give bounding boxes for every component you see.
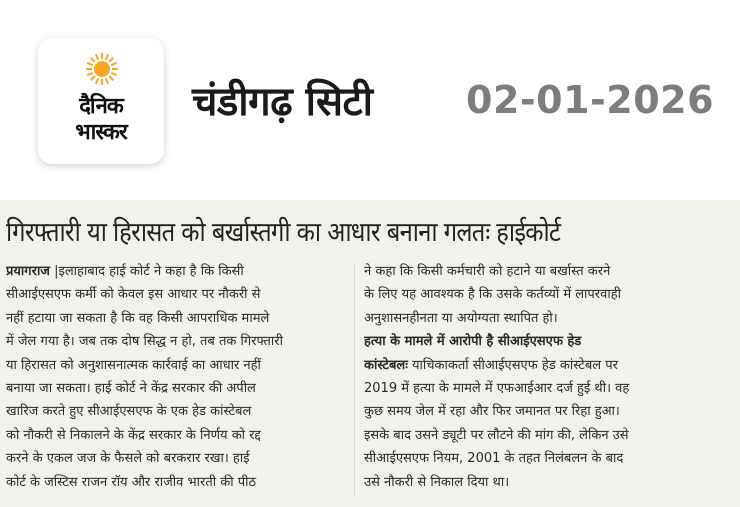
sun-ray: [109, 76, 113, 80]
article-line: [6, 260, 348, 283]
column-divider: [354, 264, 355, 496]
article-line: नहीं हटाया जा सकता है कि वह किसी आपराधिक मामले: [6, 310, 270, 326]
article-line: उसे नौकरी से निकाल दिया था।: [364, 474, 510, 490]
article-line: अनुशासनहीनता या अयोग्यता स्थापित हो।: [364, 310, 558, 326]
article-line: खारिज करते हुए सीआईएसएफ के एक हेड कांस्टेबल: [6, 404, 252, 420]
article-line: इसके बाद उसने ड्यूटी पर लौटने की मांग की, लेकिन उसे: [364, 427, 629, 443]
sun-ray: [109, 58, 113, 62]
article-line-text: याचिकाकर्ता सीआईएसएफ हेड कांस्टेबल पर: [407, 357, 618, 373]
article-line: के लिए यह आवश्यक है कि उसके कर्तव्यों में लापरवाही: [364, 287, 621, 303]
sun-icon: [85, 52, 119, 86]
article-line: ने कहा कि किसी कर्मचारी को हटाने या बर्खास्त करने: [364, 264, 611, 279]
article-line: सीआईएसएफ नियम, 2001 के तहत निलंबलन के बाद: [364, 451, 624, 467]
page-header: [0, 0, 740, 180]
article-line: कोर्ट के जस्टिस राजन रॉय और राजीव भारती की पीठ: [6, 474, 257, 490]
article-column-left: [6, 260, 348, 494]
article-line: में जेल गया है। जब तक दोष सिद्ध न हो, तब तक गिरफ्तारी: [6, 334, 283, 350]
article-dateline: प्रयागराज: [6, 264, 50, 279]
edition-date: 02-01-2026: [466, 78, 715, 122]
article-line: करने के एकल जज के फैसले को बरकरार रखा। हाई: [6, 451, 250, 467]
sun-ray: [91, 58, 95, 62]
sun-ray: [111, 73, 117, 75]
article-line: या हिरासत को अनुशासनात्मक कार्रवाई का आधार नहीं: [6, 357, 261, 373]
article-line: [364, 354, 710, 377]
article-headline: गिरफ्तारी या हिरासत को बर्खास्तगी का आधार बनाना गलतः हाईकोर्ट: [6, 217, 561, 248]
sun-ray: [87, 73, 93, 75]
article-line-text: |इलाहाबाद हाई कोर्ट ने कहा है कि किसी: [54, 264, 244, 279]
sun-ray: [106, 78, 108, 84]
sun-ray: [106, 54, 108, 60]
article-column-right: [364, 260, 710, 494]
sun-ray: [91, 76, 95, 80]
article-line: बनाया जा सकता। हाई कोर्ट ने केंद्र सरकार की अपील: [6, 381, 256, 397]
sun-ray: [96, 54, 98, 60]
article-line: को नौकरी से निकालने के केंद्र सरकार के निर्णय को रद्द: [6, 427, 261, 443]
article-subhead-lead: कांस्टेबलः: [364, 357, 408, 373]
article-line: कुछ समय जेल में रहा और फिर जमानत पर रिहा हुआ।: [364, 404, 620, 420]
dainik-bhaskar-logo: [38, 38, 164, 164]
edition-city: चंडीगढ़ सिटी: [192, 79, 373, 125]
logo-text-line2: भास्कर: [75, 120, 127, 145]
sun-ray: [96, 78, 98, 84]
article-subhead: हत्या के मामले में आरोपी है सीआईएसएफ हेड: [364, 334, 582, 350]
article-line: सीआईएसएफ कर्मी को केवल इस आधार पर नौकरी से: [6, 287, 261, 303]
logo-text-line1: दैनिक: [79, 94, 123, 119]
sun-ray: [111, 63, 117, 65]
sun-ray: [87, 63, 93, 65]
article-line: 2019 में हत्या के मामले में एफआईआर दर्ज हुई थी। वह: [364, 381, 630, 397]
